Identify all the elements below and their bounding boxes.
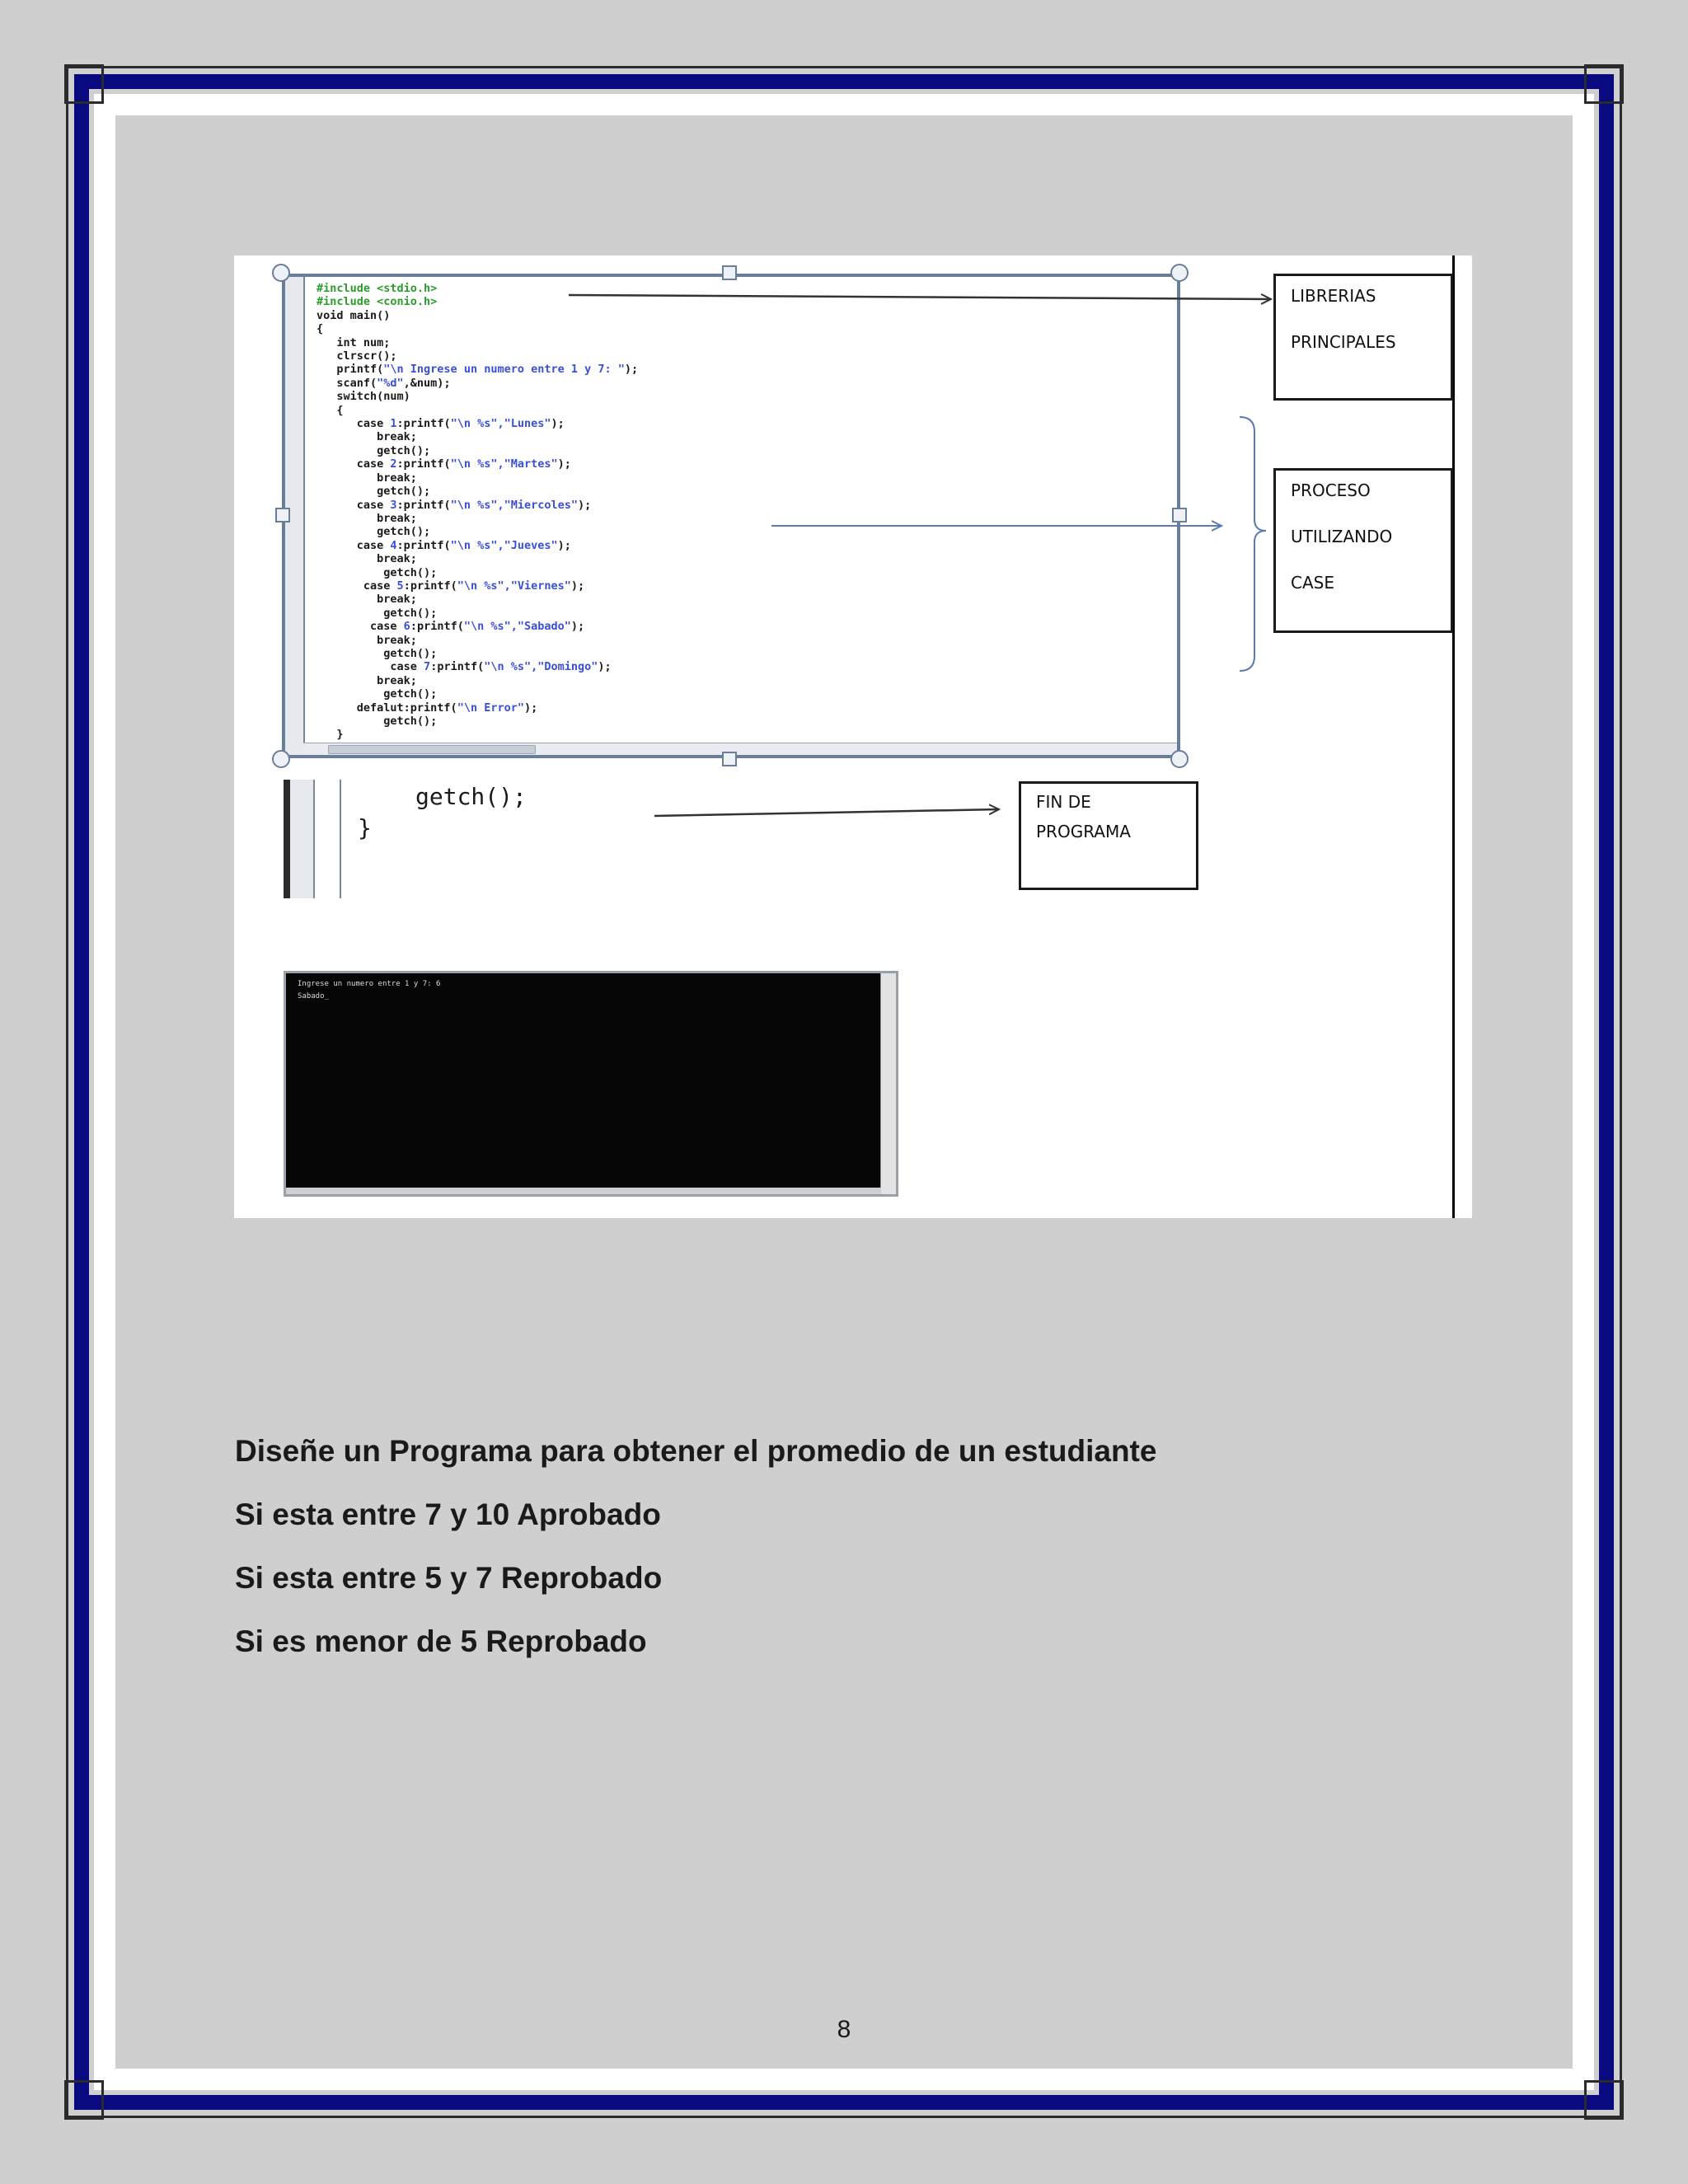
code-line: case 4:printf("\n %s","Jueves"); xyxy=(316,538,571,552)
code-line: void main() xyxy=(316,308,391,322)
arrow-to-librerias xyxy=(569,295,1271,299)
code-line: case 6:printf("\n %s","Sabado"); xyxy=(316,620,585,634)
annotation-arrows xyxy=(234,255,1472,1218)
code-line: { xyxy=(316,403,344,417)
border-corner-bottom-left xyxy=(64,2080,104,2120)
code-line: break; xyxy=(316,552,417,566)
code-getch-line: getch(); xyxy=(415,783,527,810)
code-line: break; xyxy=(316,633,417,647)
border-corner-top-right xyxy=(1584,64,1624,104)
code-line: getch(); xyxy=(316,606,438,620)
exercise-line-4: Si es menor de 5 Reprobado xyxy=(235,1624,647,1658)
code-line: printf("\n Ingrese un numero entre 1 y 7: "); xyxy=(316,363,639,377)
code-line: case 1:printf("\n %s","Lunes"); xyxy=(316,417,565,431)
code-line: scanf("%d",&num); xyxy=(316,376,451,390)
console-result-line: Sabado_ xyxy=(298,992,329,1001)
code-closing-brace: } xyxy=(358,814,372,841)
exercise-text xyxy=(235,1431,1471,1685)
code-line: break; xyxy=(316,471,417,485)
code-line: getch(); xyxy=(316,565,438,579)
code-line: #include <stdio.h> xyxy=(316,282,438,295)
code-line: #include <conio.h> xyxy=(316,295,438,309)
code-line: getch(); xyxy=(316,715,438,728)
code-line: case 2:printf("\n %s","Martes"); xyxy=(316,457,571,471)
code-line: getch(); xyxy=(316,443,431,457)
code-line: break; xyxy=(316,593,417,607)
annotation-fin-line1: FIN DE xyxy=(1036,792,1091,812)
code-line: case 7:printf("\n %s","Domingo"); xyxy=(316,660,612,674)
annotation-proceso-line1: PROCESO xyxy=(1291,480,1371,500)
exercise-line-1: Diseñe un Programa para obtener el promedio de un estudiante xyxy=(235,1434,1157,1468)
annotation-proceso-line2: UTILIZANDO xyxy=(1291,527,1393,546)
arrow-to-fin xyxy=(654,809,999,816)
border-corner-bottom-right xyxy=(1584,2080,1624,2120)
console-prompt-line: Ingrese un numero entre 1 y 7: 6 xyxy=(298,980,441,988)
exercise-line-3: Si esta entre 5 y 7 Reprobado xyxy=(235,1561,663,1595)
code-line: case 5:printf("\n %s","Viernes"); xyxy=(316,579,585,593)
program-figure xyxy=(234,255,1472,1218)
code-line: int num; xyxy=(316,335,391,349)
code-line: getch(); xyxy=(316,525,431,539)
brace-proceso xyxy=(1240,417,1266,671)
code-line: } xyxy=(316,728,344,742)
code-line: getch(); xyxy=(316,646,438,660)
code-line: case 3:printf("\n %s","Miercoles"); xyxy=(316,498,592,512)
border-corner-top-left xyxy=(64,64,104,104)
code-line: defalut:printf("\n Error"); xyxy=(316,701,538,715)
code-line: { xyxy=(316,322,324,336)
code-line: break; xyxy=(316,673,417,687)
annotation-librerias-line2: PRINCIPALES xyxy=(1291,332,1396,352)
code-line: getch(); xyxy=(316,687,438,701)
annotation-fin-line2: PROGRAMA xyxy=(1036,822,1131,841)
annotation-librerias-line1: LIBRERIAS xyxy=(1291,286,1376,306)
page-number: 8 xyxy=(837,2016,851,2043)
annotation-proceso-line3: CASE xyxy=(1291,573,1334,593)
code-line: break; xyxy=(316,511,417,525)
code-line: switch(num) xyxy=(316,390,410,404)
code-line: break; xyxy=(316,430,417,444)
exercise-line-2: Si esta entre 7 y 10 Aprobado xyxy=(235,1497,661,1531)
code-line: clrscr(); xyxy=(316,349,397,363)
code-line: getch(); xyxy=(316,485,431,499)
